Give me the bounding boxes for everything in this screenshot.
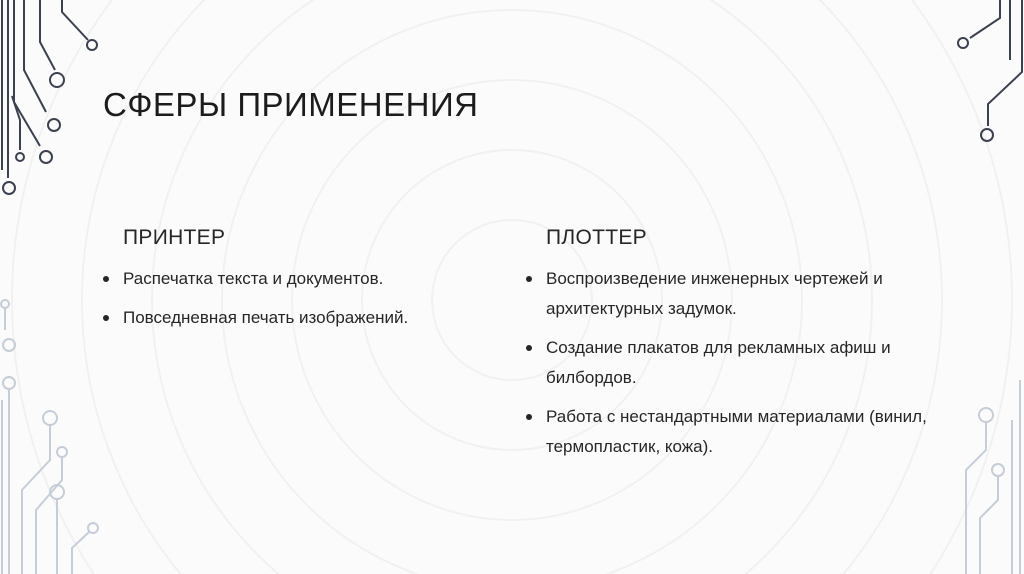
page-title: СФЕРЫ ПРИМЕНЕНИЯ bbox=[103, 86, 479, 123]
list-item bbox=[526, 402, 946, 462]
list-item-text: Воспроизведение инженерных чертежей и архитектурных задумок. bbox=[546, 269, 883, 318]
column-heading-plotter: ПЛОТТЕР bbox=[546, 226, 647, 249]
list-item-text: Распечатка текста и документов. bbox=[123, 269, 384, 288]
column-heading-printer: ПРИНТЕР bbox=[123, 226, 226, 249]
list-item bbox=[103, 264, 493, 294]
bullet-icon bbox=[103, 276, 109, 282]
bullet-icon bbox=[526, 276, 532, 282]
list-item bbox=[103, 303, 493, 333]
printer-column bbox=[103, 226, 493, 342]
plotter-list bbox=[526, 264, 946, 462]
list-item-text: Создание плакатов для рекламных афиш и билбордов. bbox=[546, 338, 891, 387]
list-item-text: Повседневная печать изображений. bbox=[123, 308, 409, 327]
printer-list bbox=[103, 264, 493, 333]
list-item bbox=[526, 333, 946, 393]
plotter-column bbox=[526, 226, 946, 471]
bullet-icon bbox=[103, 315, 109, 321]
bullet-icon bbox=[526, 414, 532, 420]
list-item-text: Работа с нестандартными материалами (винил, термопластик, кожа). bbox=[546, 407, 927, 456]
bullet-icon bbox=[526, 345, 532, 351]
list-item bbox=[526, 264, 946, 324]
